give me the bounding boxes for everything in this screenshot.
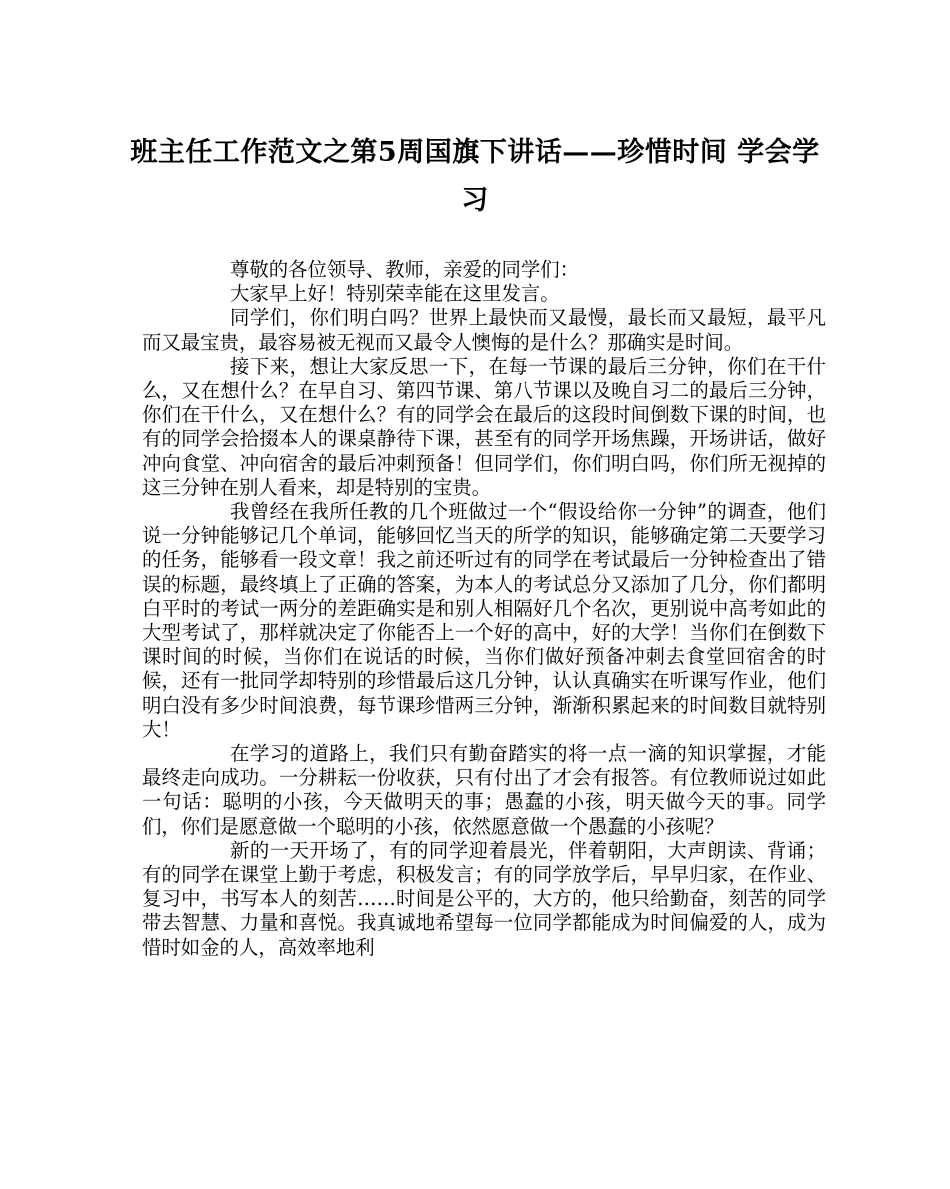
- paragraph-last-three-minutes: 接下来，想让大家反思一下，在每一节课的最后三分钟，你们在干什么，又在想什么？在早自习、第四节课、第八节课以及晚自习二的最后三分钟，你们在干什么，又在想什么？有的同学会在最后的这段时间倒数下课的时间，也有的同学会拾掇本人的课桌静待下课，甚至有的同学开场焦躁，开场讲话，做好冲向食堂、冲向宿舍的最后冲刺预备！但同学们，你们明白吗，你们所无视掉的这三分钟在别人看来，却是特别的宝贵。: [142, 354, 826, 499]
- paragraph-opening: 大家早上好！特别荣幸能在这里发言。: [230, 282, 560, 306]
- document-body: [142, 258, 826, 960]
- paragraph-diligence: 在学习的道路上，我们只有勤奋踏实的将一点一滴的知识掌握，才能最终走向成功。一分耕耘一份收获，只有付出了才会有报答。有位教师说过如此一句话：聪明的小孩，今天做明天的事；愚蠢的小孩，明天做今天的事。同学们，你们是愿意做一个聪明的小孩，依然愿意做一个愚蠢的小孩呢？: [142, 742, 826, 838]
- paragraph-new-day: 新的一天开场了，有的同学迎着晨光，伴着朝阳，大声朗读、背诵；有的同学在课堂上勤于考虑，积极发言；有的同学放学后，早早归家，在作业、复习中，书写本人的刻苦……时间是公平的，大方的，他只给勤奋，刻苦的同学带去智慧、力量和喜悦。我真诚地希望每一位同学都能成为时间偏爱的人，成为惜时如金的人，高效率地利: [142, 838, 826, 959]
- paragraph-one-minute-survey: 我曾经在我所任教的几个班做过一个“假设给你一分钟”的调查，他们说一分钟能够记几个单词，能够回忆当天的所学的知识，能够确定第二天要学习的任务，能够看一段文章！我之前还听过有的同学在考试最后一分钟检查出了错误的标题，最终填上了正确的答案，为本人的考试总分又添加了几分，你们都明白平时的考试一两分的差距确实是和别人相隔好几个名次，更别说中高考如此的大型考试了，那样就决定了你能否上一个好的高中，好的大学！当你们在倒数下课时间的时候，当你们在说话的时候，当你们做好预备冲刺去食堂回宿舍的时候，还有一批同学却特别的珍惜最后这几分钟，认认真确实在听课写作业，他们明白没有多少时间浪费，每节课珍惜两三分钟，渐渐积累起来的时间数目就特别大！: [142, 500, 826, 741]
- paragraph-greeting: 尊敬的各位领导、教师，亲爱的同学们：: [230, 258, 580, 281]
- paragraph-time-question: 同学们，你们明白吗？世界上最快而又最慢，最长而又最短，最平凡而又最宝贵，最容易被无视而又最令人懊悔的是什么？那确实是时间。: [142, 306, 826, 354]
- document-title: 班主任工作范文之第5周国旗下讲话——珍惜时间 学会学习: [130, 137, 820, 216]
